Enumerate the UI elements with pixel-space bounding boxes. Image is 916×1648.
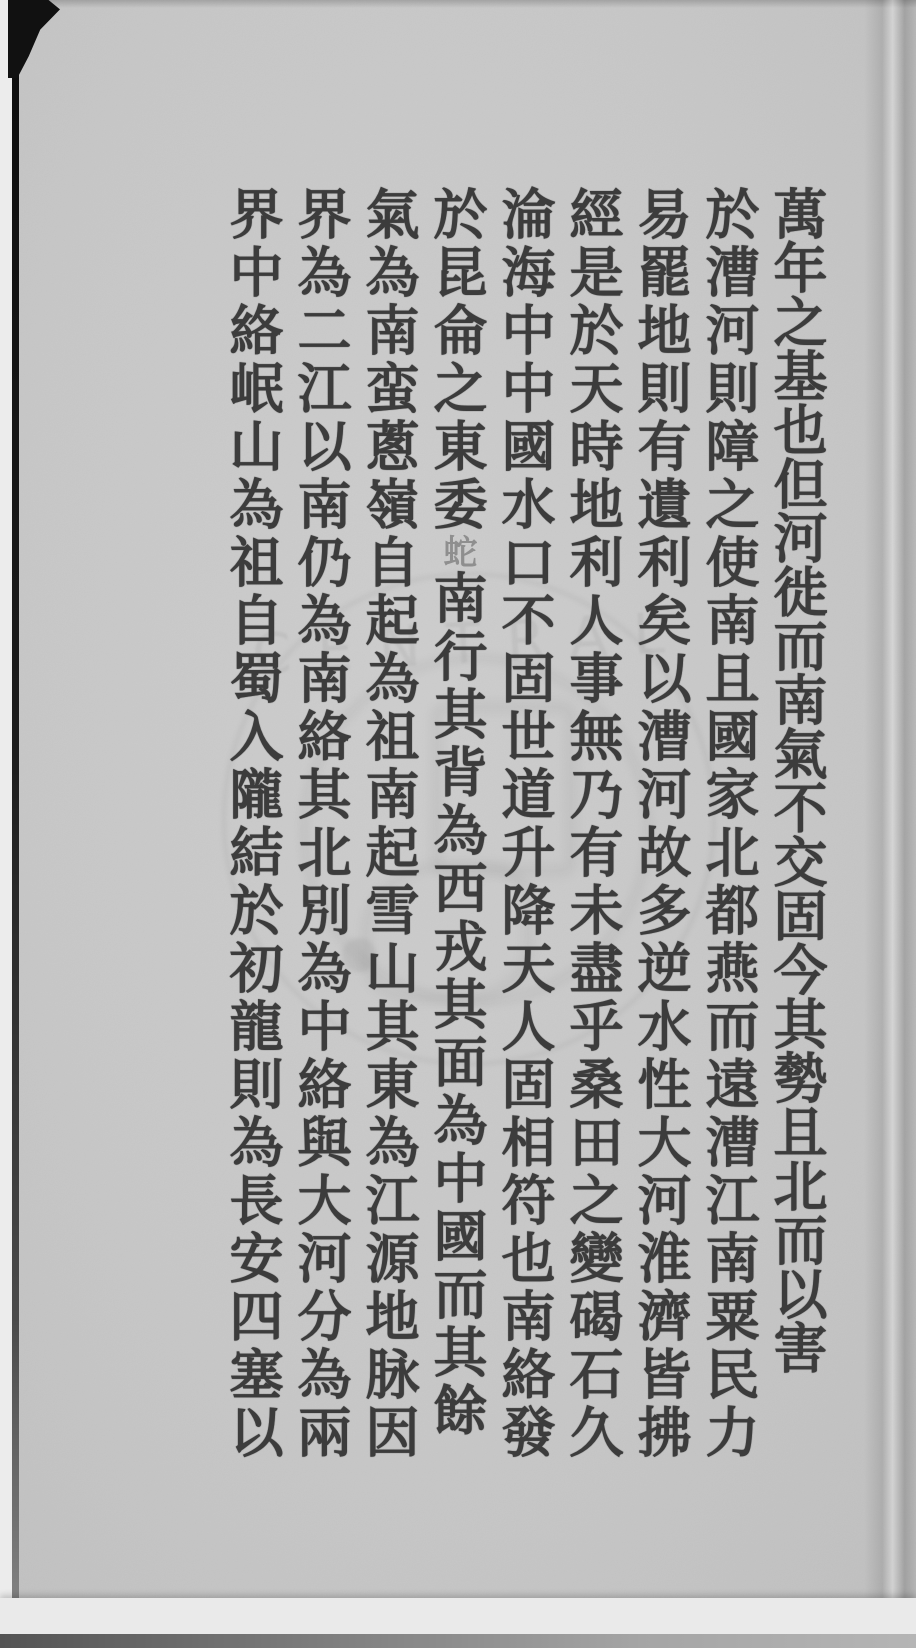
bottom-scan-edge [0, 1634, 916, 1648]
text-column-7: 氣為南蛮蔥嶺自起為祖南起雪山其東為江源地脉因 [357, 186, 421, 1462]
inserted-correction-char: 蛇 [437, 534, 477, 570]
text-column-5: 淪海中中國水口不固世道升降天人固相符也南絡發 [493, 186, 557, 1462]
left-scan-margin [0, 0, 12, 1648]
top-edge-shadow [0, 0, 916, 8]
text-column-1: 萬年之基也但河徙而南氣不交固今其勢且北而以害 [765, 186, 829, 1374]
right-page-fold [864, 0, 916, 1648]
column-6-segment-before: 於昆侖之東委 [425, 186, 489, 534]
text-column-4: 經是於天時地利人事無乃有未盡乎桑田之變碣石久 [561, 186, 625, 1462]
top-left-binding-mark [8, 0, 60, 78]
text-column-9: 界中絡岷山為祖自蜀入隴結於初龍則為長安四塞以 [221, 186, 285, 1462]
text-column-6 [425, 186, 489, 1546]
text-column-3: 易罷地則有遺利矣以漕河故多逆水性大河淮濟皆拂 [629, 186, 693, 1462]
text-column-2: 於漕河則障之使南且國家北都燕而遠漕江南粟民力 [697, 186, 761, 1462]
column-6-segment-after: 南行其背為西戎其面為中國而其餘 [425, 570, 489, 1440]
binding-edge-line [12, 0, 19, 1648]
text-column-8: 界為二江以南仍為南絡其北別為中絡與大河分為兩 [289, 186, 353, 1462]
bottom-page-edge [0, 1598, 916, 1634]
text-columns [212, 186, 838, 1546]
seal-arc-text: CENTRAL [250, 600, 693, 689]
